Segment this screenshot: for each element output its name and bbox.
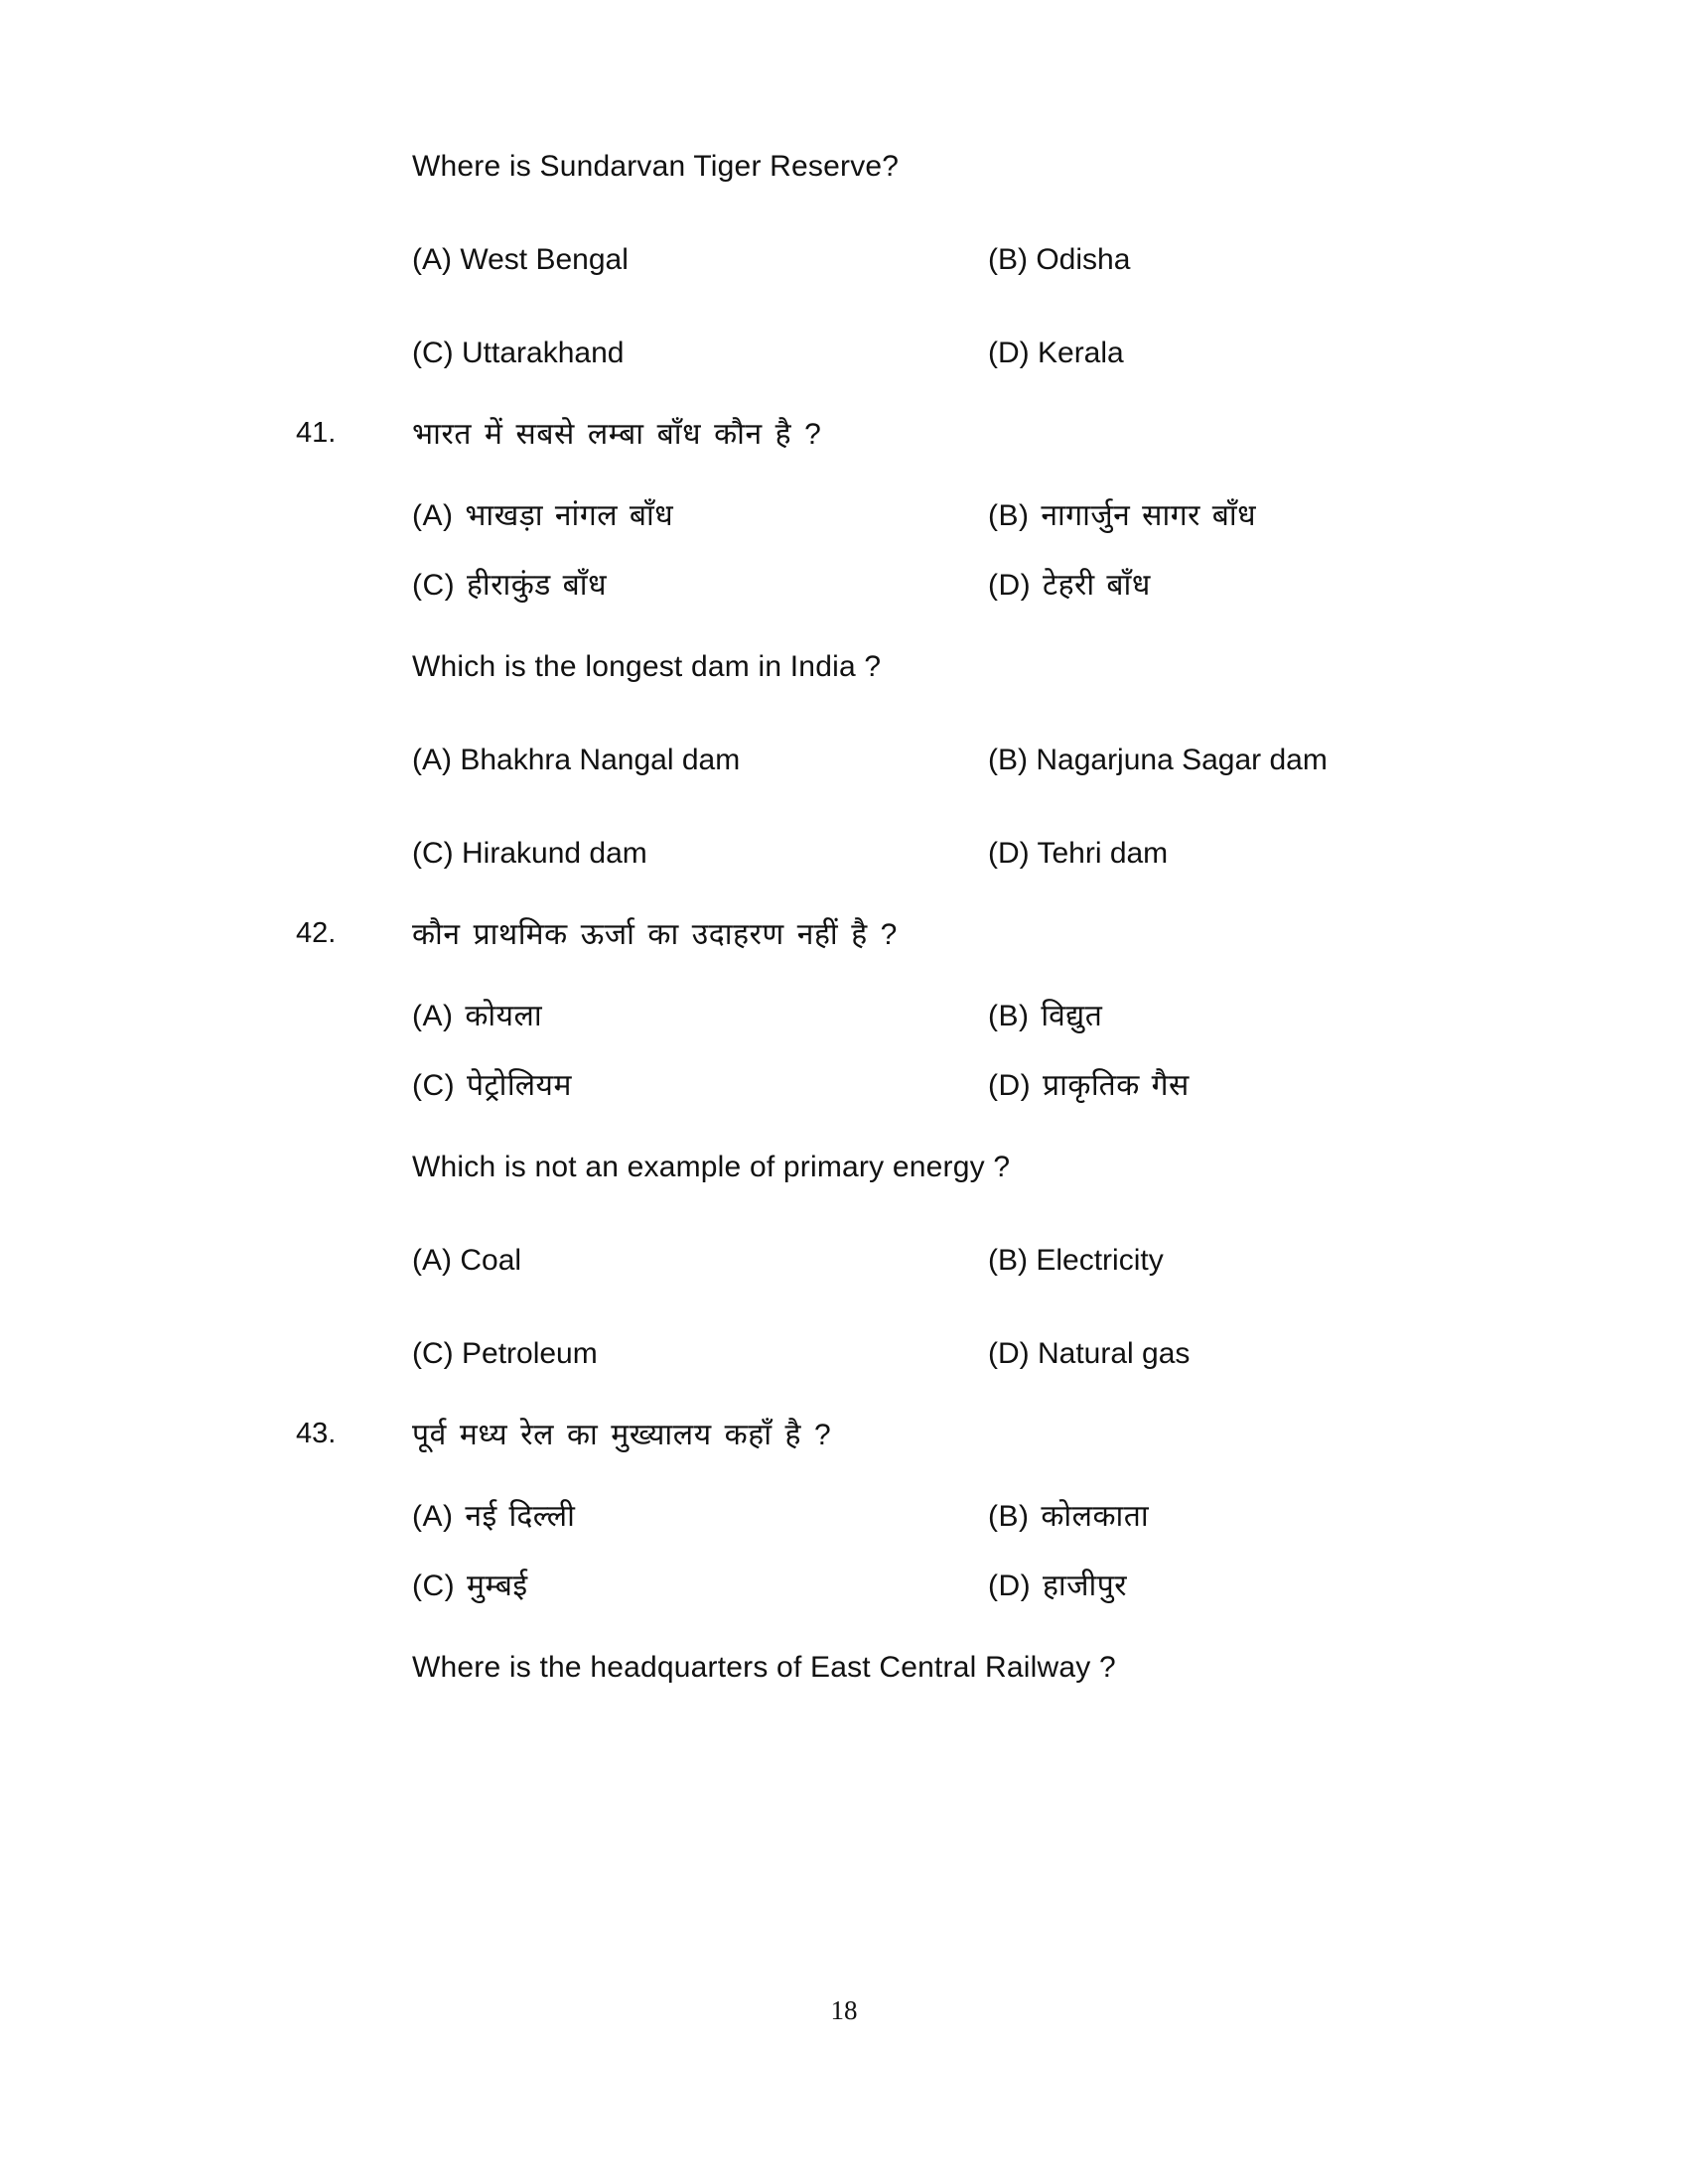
option-c[interactable] [412, 568, 988, 604]
option-b[interactable] [988, 498, 1425, 534]
option-d[interactable] [988, 1068, 1425, 1104]
question-41-hindi-options-cd [412, 568, 1425, 604]
question-41-text-hindi: भारत में सबसे लम्बा बाँध कौन है ? [412, 418, 822, 451]
question-41-number: 41. [296, 417, 337, 449]
question-list [0, 149, 1688, 1686]
option-d-label: (D) [988, 837, 1030, 870]
option-a-text: West Bengal [460, 243, 629, 276]
question-42-hindi-options-cd [412, 1068, 1425, 1104]
question-42-hindi-row [0, 917, 1688, 953]
question-block-carryover [0, 149, 1688, 371]
question-block-43 [0, 1418, 1688, 1686]
option-b[interactable] [988, 1243, 1425, 1279]
option-b-label: (B) [988, 1000, 1030, 1032]
option-b-text: कोलकाता [1041, 1500, 1150, 1533]
option-b[interactable] [988, 743, 1425, 778]
option-a-text: नई दिल्ली [465, 1500, 576, 1533]
question-43-text-english: Where is the headquarters of East Central Railway ? [412, 1651, 1116, 1684]
option-c[interactable] [412, 1336, 988, 1372]
option-a-label: (A) [412, 1500, 454, 1533]
question-43-number: 43. [296, 1418, 337, 1449]
option-c[interactable] [412, 336, 988, 371]
question-43-english-row [0, 1650, 1688, 1686]
option-d-text: प्राकृतिक गैस [1043, 1069, 1190, 1102]
option-c-text: Uttarakhand [462, 337, 625, 369]
option-c-label: (C) [412, 1570, 456, 1602]
option-b[interactable] [988, 1499, 1425, 1535]
page-number: 18 [830, 1995, 858, 2025]
question-42-text-english: Which is not an example of primary energy ? [412, 1151, 1011, 1183]
option-d-text: टेहरी बाँध [1043, 569, 1151, 602]
option-b-label: (B) [988, 499, 1030, 532]
option-c[interactable] [412, 1569, 988, 1604]
option-d[interactable] [988, 836, 1425, 872]
option-a[interactable] [412, 242, 988, 278]
option-a[interactable] [412, 1243, 988, 1279]
question-42-text-hindi: कौन प्राथमिक ऊर्जा का उदाहरण नहीं है ? [412, 918, 898, 951]
option-c[interactable] [412, 1068, 988, 1104]
option-a-text: भाखड़ा नांगल बाँध [465, 499, 674, 532]
option-d-text: Tehri dam [1037, 837, 1169, 870]
option-d[interactable] [988, 568, 1425, 604]
option-d-text: हाजीपुर [1043, 1570, 1128, 1602]
option-c-label: (C) [412, 337, 454, 369]
option-d-label: (D) [988, 1069, 1032, 1102]
option-d[interactable] [988, 1336, 1425, 1372]
question-42-hindi-options-ab [412, 999, 1425, 1034]
option-b-label: (B) [988, 1244, 1028, 1277]
question-43-text-hindi: पूर्व मध्य रेल का मुख्यालय कहाँ है ? [412, 1419, 832, 1451]
option-c-label: (C) [412, 1069, 456, 1102]
question-41-hindi-options-ab [412, 498, 1425, 534]
option-a-label: (A) [412, 744, 452, 776]
option-b-label: (B) [988, 1500, 1030, 1533]
option-b-label: (B) [988, 243, 1028, 276]
option-b-text: विद्युत [1041, 1000, 1103, 1032]
option-c-text: मुम्बई [467, 1570, 528, 1602]
option-c-label: (C) [412, 837, 454, 870]
question-43-hindi-options-ab [412, 1499, 1425, 1535]
option-c-text: पेट्रोलियम [467, 1069, 572, 1102]
option-c-label: (C) [412, 569, 456, 602]
question-41-english-options-ab [412, 743, 1425, 778]
option-a-label: (A) [412, 1244, 452, 1277]
question-42-english-options-cd [412, 1336, 1425, 1372]
question-41-text-english: Which is the longest dam in India ? [412, 650, 882, 683]
option-a-label: (A) [412, 1000, 454, 1032]
option-c-text: Hirakund dam [462, 837, 647, 870]
question-block-41 [0, 417, 1688, 872]
question-41-english-row [0, 649, 1688, 685]
option-a-text: कोयला [465, 1000, 543, 1032]
question-block-42 [0, 917, 1688, 1372]
option-a[interactable] [412, 999, 988, 1034]
option-b-label: (B) [988, 744, 1028, 776]
option-a[interactable] [412, 1499, 988, 1535]
option-a-label: (A) [412, 499, 454, 532]
option-b[interactable] [988, 999, 1425, 1034]
option-d[interactable] [988, 1569, 1425, 1604]
question-43-hindi-options-cd [412, 1569, 1425, 1604]
question-42-number: 42. [296, 917, 337, 949]
option-a-label: (A) [412, 243, 452, 276]
option-d-label: (D) [988, 569, 1032, 602]
option-b-text: नागार्जुन सागर बाँध [1041, 499, 1257, 532]
option-d-text: Natural gas [1038, 1337, 1191, 1370]
option-b-text: Odisha [1036, 243, 1131, 276]
question-41-english-options-cd [412, 836, 1425, 872]
option-d[interactable] [988, 336, 1425, 371]
option-d-label: (D) [988, 1337, 1030, 1370]
option-b-text: Electricity [1036, 1244, 1164, 1277]
carryover-question-text-english: Where is Sundarvan Tiger Reserve? [412, 150, 900, 183]
option-c-text: हीराकुंड बाँध [467, 569, 608, 602]
option-c-label: (C) [412, 1337, 454, 1370]
option-a-text: Coal [460, 1244, 522, 1277]
option-d-label: (D) [988, 337, 1030, 369]
option-c[interactable] [412, 836, 988, 872]
question-43-hindi-row [0, 1418, 1688, 1453]
carryover-question-row [0, 149, 1688, 185]
option-a[interactable] [412, 743, 988, 778]
question-42-english-row [0, 1150, 1688, 1185]
option-c-text: Petroleum [462, 1337, 598, 1370]
question-42-english-options-ab [412, 1243, 1425, 1279]
carryover-options-row-cd [412, 336, 1425, 371]
option-a[interactable] [412, 498, 988, 534]
option-a-text: Bhakhra Nangal dam [460, 744, 741, 776]
option-d-label: (D) [988, 1570, 1032, 1602]
option-b-text: Nagarjuna Sagar dam [1036, 744, 1328, 776]
option-d-text: Kerala [1038, 337, 1124, 369]
question-41-hindi-row [0, 417, 1688, 453]
option-b[interactable] [988, 242, 1425, 278]
carryover-options-row-ab [412, 242, 1425, 278]
